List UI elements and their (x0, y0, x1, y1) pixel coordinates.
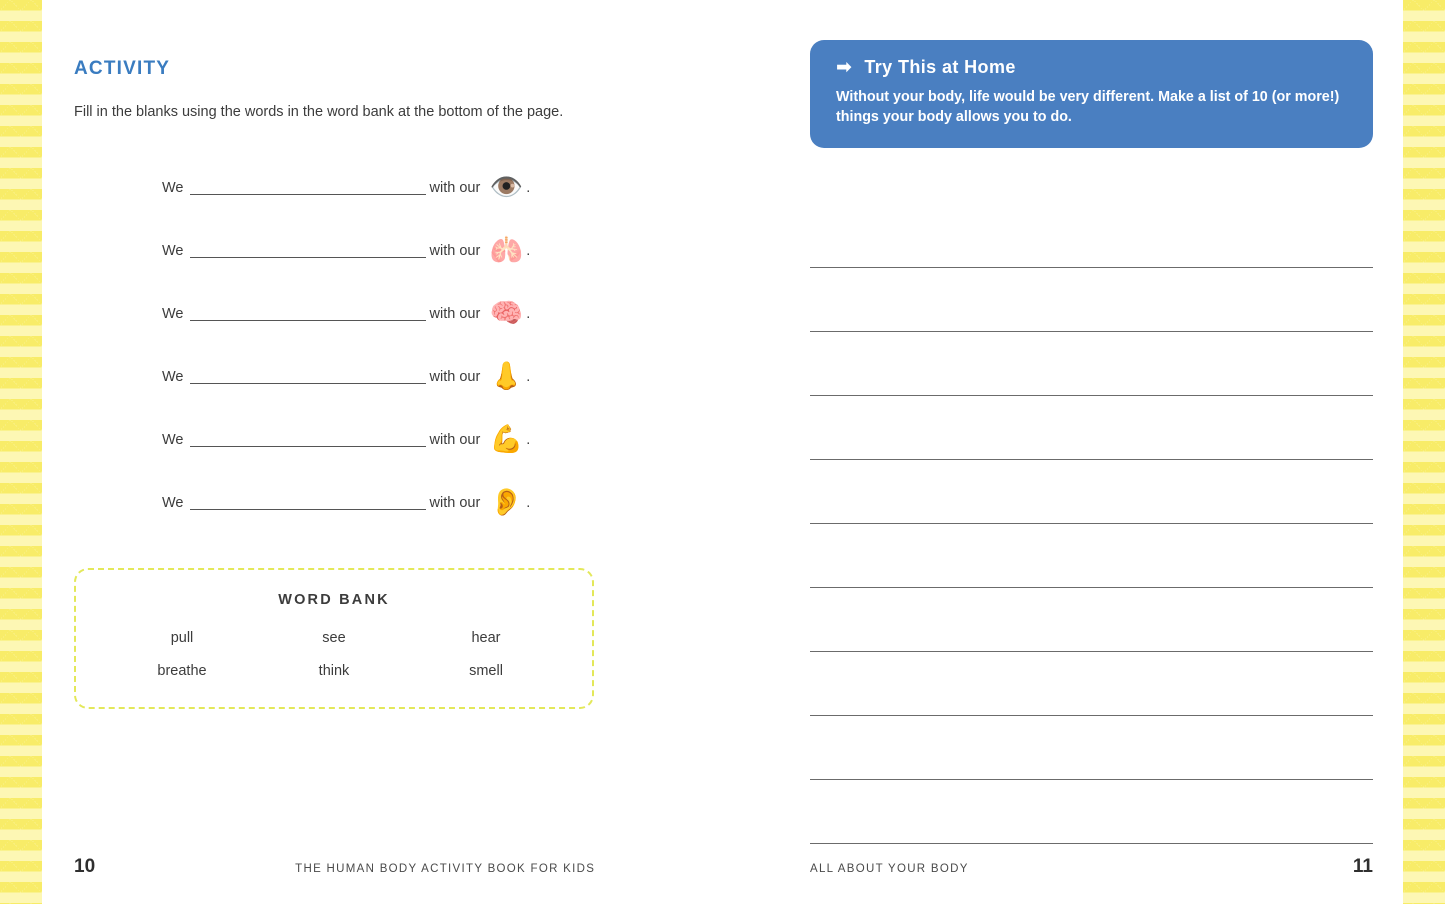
sentence-end: . (526, 431, 531, 448)
word-bank-word: hear (471, 630, 501, 647)
sentence-prefix: We (162, 431, 184, 448)
right-arrow-icon: ➡ (836, 56, 853, 78)
writing-line[interactable] (810, 460, 1373, 524)
sentence-middle: with our (429, 494, 481, 511)
callout-title: Try This at Home (864, 57, 1016, 77)
sentence-end: . (526, 179, 531, 196)
sentence-middle: with our (429, 179, 481, 196)
blank-answer-line[interactable] (190, 319, 426, 321)
blank-answer-line[interactable] (190, 445, 426, 447)
flexed-biceps-icon: 💪 (489, 424, 524, 456)
callout-text: Without your body, life would be very different. Make a list of 10 (or more!) things your body allows you to do. (836, 89, 1340, 126)
callout-title-row (836, 57, 1347, 78)
word-bank-grid (106, 630, 562, 679)
list-item (162, 156, 652, 219)
running-head: ALL ABOUT YOUR BODY (810, 863, 969, 875)
left-page-footer (0, 856, 722, 878)
blank-answer-line[interactable] (190, 256, 426, 258)
sentence-end: . (526, 305, 531, 322)
writing-line[interactable] (810, 716, 1373, 780)
brain-icon: 🧠 (489, 298, 524, 330)
writing-line[interactable] (810, 332, 1373, 396)
page-title: ACTIVITY (74, 58, 171, 79)
sentence-end: . (526, 242, 531, 259)
word-bank-word: breathe (157, 663, 207, 680)
sentence-middle: with our (429, 242, 481, 259)
sentence-prefix: We (162, 494, 184, 511)
blank-answer-line[interactable] (190, 193, 426, 195)
running-head: THE HUMAN BODY ACTIVITY BOOK FOR KIDS (295, 863, 596, 875)
sentence-end: . (526, 368, 531, 385)
right-page-footer (722, 856, 1445, 878)
sentence-prefix: We (162, 179, 184, 196)
sentence-middle: with our (429, 431, 481, 448)
eye-icon: 👁️ (489, 172, 524, 204)
word-bank-word: pull (170, 630, 194, 647)
sentence-end: . (526, 494, 531, 511)
sentence-middle: with our (429, 368, 481, 385)
page-number: 10 (74, 856, 96, 877)
word-bank-word: smell (469, 663, 503, 680)
blank-answer-line[interactable] (190, 508, 426, 510)
writing-line[interactable] (810, 652, 1373, 716)
writing-line[interactable] (810, 524, 1373, 588)
sentence-prefix: We (162, 242, 184, 259)
try-this-at-home-callout (810, 40, 1373, 148)
word-bank-word: think (318, 663, 350, 680)
writing-line[interactable] (810, 396, 1373, 460)
left-page (0, 0, 722, 904)
list-item (162, 219, 652, 282)
list-item (162, 471, 652, 534)
ear-icon: 👂 (489, 487, 524, 519)
list-item (162, 345, 652, 408)
sentence-prefix: We (162, 305, 184, 322)
list-item (162, 282, 652, 345)
writing-line[interactable] (810, 780, 1373, 844)
right-page (722, 0, 1445, 904)
fill-in-the-blank-list (74, 156, 652, 534)
writing-line[interactable] (810, 588, 1373, 652)
word-bank-word: see (322, 630, 346, 647)
word-bank (74, 568, 594, 709)
writing-line[interactable] (810, 268, 1373, 332)
instructions-text: Fill in the blanks using the words in the word bank at the bottom of the page. (74, 104, 564, 120)
writing-lines-area (810, 204, 1373, 844)
sentence-prefix: We (162, 368, 184, 385)
blank-answer-line[interactable] (190, 382, 426, 384)
page-number: 11 (1352, 856, 1373, 877)
sentence-middle: with our (429, 305, 481, 322)
list-item (162, 408, 652, 471)
writing-line[interactable] (810, 204, 1373, 268)
lungs-icon: 🫁 (489, 235, 524, 267)
word-bank-title: WORD BANK (278, 592, 390, 609)
nose-icon: 👃 (489, 361, 524, 393)
